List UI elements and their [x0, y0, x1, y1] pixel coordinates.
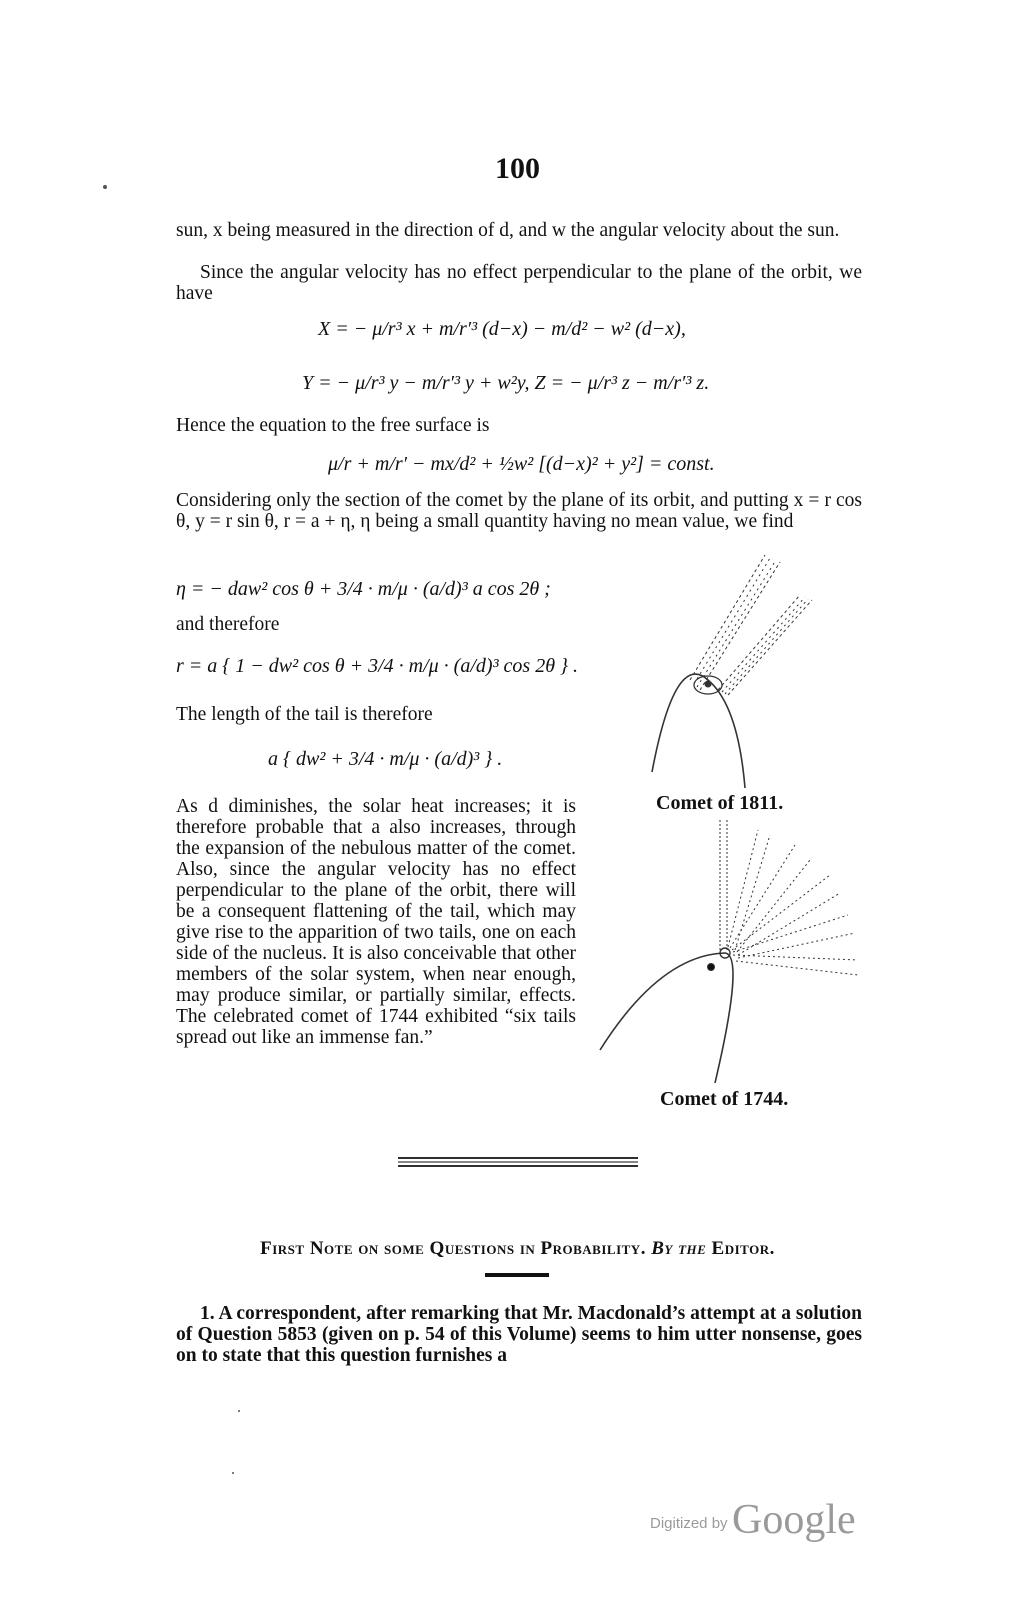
margin-dot	[232, 1472, 234, 1474]
google-logo: Google	[732, 1497, 856, 1543]
section-divider	[398, 1156, 638, 1168]
note-title-editor: Editor.	[711, 1238, 775, 1259]
margin-dot	[238, 1410, 240, 1412]
comet-1811-figure	[630, 540, 830, 790]
equation-eta: η = − daw² cos θ + 3/4 · m/μ · (a/d)³ a cos 2θ ;	[176, 578, 551, 600]
title-rule	[485, 1273, 549, 1277]
page-number: 100	[495, 152, 540, 185]
note-title	[0, 1238, 1035, 1260]
comet-1744-caption: Comet of 1744.	[660, 1088, 789, 1110]
paragraph-therefore: and therefore	[176, 614, 280, 635]
equation-r: r = a { 1 − dw² cos θ + 3/4 · m/μ · (a/d)³ cos 2θ } .	[176, 655, 579, 677]
note-title-by: By the	[651, 1238, 707, 1259]
note-paragraph-1: 1. A correspondent, after remarking that Mr. Macdonald’s attempt at a solution of Question 5853 (given on p. 54 of this Volume) seems to him utter nonsense, goes on to state that this question furnishes a	[176, 1303, 862, 1366]
paragraph-continuation: sun, x being measured in the direction of d, and w the angular velocity about the sun.	[176, 220, 840, 241]
comet-1744-figure	[590, 815, 870, 1085]
paragraph-free-surface: Hence the equation to the free surface is	[176, 415, 490, 436]
comet-1811-caption: Comet of 1811.	[656, 792, 784, 814]
paragraph-tail-length: The length of the tail is therefore	[176, 704, 433, 725]
equation-X: X = − μ/r³ x + m/r′³ (d−x) − m/d² − w² (d−x),	[318, 318, 686, 340]
paragraph-section: Considering only the section of the comet by the plane of its orbit, and putting x = r cos θ, y = r sin θ, r = a + η, η being a small quantity having no mean value, we find	[176, 490, 862, 532]
equation-tail-length: a { dw² + 3/4 · m/μ · (a/d)³ } .	[268, 748, 503, 770]
equation-Y-Z: Y = − μ/r³ y − m/r′³ y + w²y, Z = − μ/r³ z − m/r′³ z.	[302, 372, 710, 394]
paragraph-solar-heat: As d diminishes, the solar heat increases; it is therefore probable that a also increases, through the expansion of the nebulous matter of the comet. Also, since the angular velocity has no effect perpendicular to the plane of the orbit, there will be a consequent flattening of the tail, which may give rise to the apparition of two tails, one on each side of the nucleus. It is also conceivable that other members of the solar system, when near enough, may produce similar, or partially similar, effects. The celebrated comet of 1744 exhibited “six tails spread out like an immense fan.”	[176, 796, 576, 1048]
equation-free-surface: μ/r + m/r′ − mx/d² + ½w² [(d−x)² + y²] = const.	[328, 453, 715, 475]
note-title-main: First Note on some Questions in Probability.	[260, 1238, 646, 1259]
digitized-watermark	[650, 1496, 856, 1544]
paragraph-angular-velocity: Since the angular velocity has no effect perpendicular to the plane of the orbit, we have	[176, 262, 862, 304]
margin-dot	[103, 185, 107, 189]
digitized-label: Digitized by	[650, 1515, 728, 1532]
